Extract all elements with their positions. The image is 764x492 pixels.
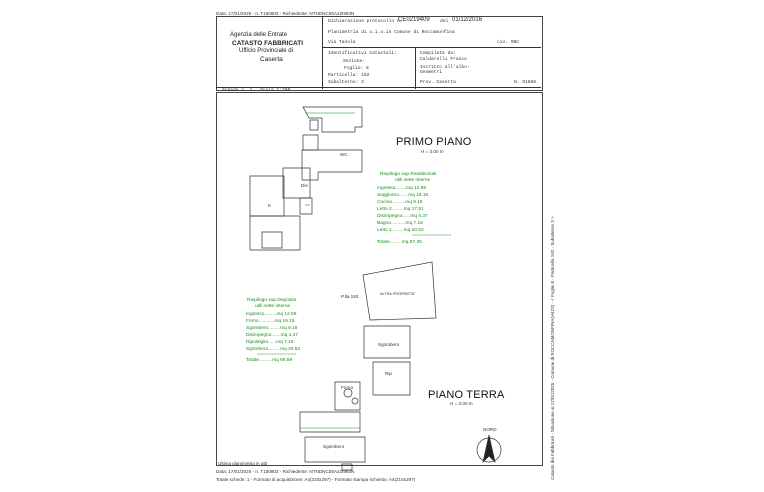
civico: civ. SNC [497, 40, 520, 45]
dep-separator: ============== [257, 352, 297, 357]
ultima-planimetria: Ultima planimetria in atti [218, 461, 268, 466]
agency-name: Agenzia delle Entrate [230, 32, 288, 38]
footer-line-1: Data: 17/01/2025 - n. T150803 - Richiedente: NTNDNC55A22I993N [216, 469, 355, 474]
room-wc: WC [340, 152, 348, 157]
numero-iscrizione: N. 01888 [514, 80, 537, 85]
ufficio-city: Caserta [260, 56, 283, 63]
compilatore: Caldarelli Franco [420, 57, 467, 62]
res-row: Bagno...........mq 7.15 [377, 221, 423, 226]
res-separator: ============== [412, 233, 452, 238]
dep-row: Ingresso.........mq 12.59 [246, 312, 297, 317]
dep-row: Disimpegno.......mq 4.37 [246, 333, 298, 338]
res-summary-subtitle: utili nette interne [395, 178, 431, 183]
room-forno: Forno [341, 385, 354, 390]
room-dis: Dis [301, 183, 308, 188]
dep-row: Forno............mq 16.15 [246, 319, 295, 324]
protocol-date-label: del [440, 19, 449, 24]
address: Via Tavola [328, 40, 356, 45]
protocol-label: Dichiarazione protocollo n. [328, 19, 403, 24]
plan-wc-block [302, 150, 362, 180]
room-rip: Rip [385, 371, 392, 376]
subalterno: Subalterno: 3 [328, 80, 364, 85]
plan-sgombero2-block [305, 437, 365, 462]
plan-k-block [250, 176, 284, 216]
res-row: Letto 2.........mq 17.51 [377, 207, 424, 212]
res-summary-title: Riepilogo sup.Residenziali [380, 172, 437, 177]
dep-row: Sgombero.........mq 20.52 [246, 347, 301, 352]
sezione: Sezione: [343, 59, 366, 64]
room-sgombero: Sgombero [378, 342, 400, 347]
catasto-title: CATASTO FABBRICATI [232, 40, 304, 47]
compilata-label: Compilata da: [420, 51, 456, 56]
room-sgombero-2: Sgombero [323, 444, 345, 449]
scheda-number: Scheda n. 1 [222, 88, 253, 93]
plan-letto-block [250, 216, 300, 250]
dep-row: Sgombero.........mq 9.16 [246, 326, 298, 331]
scala: Scala 1:200 [260, 88, 291, 93]
ufficio-line: Ufficio Provinciale di [239, 48, 293, 54]
plan-top-block [303, 107, 362, 132]
res-row: Cucina..........mq 9.16 [377, 200, 423, 205]
ident-title: Identificativi Catastali: [328, 51, 397, 56]
dep-total: Totale..........mq 69.59 [246, 358, 293, 363]
dep-summary-subtitle: utili nette interne [255, 304, 291, 309]
res-row: Letto 1.........mq 20.52 [377, 228, 424, 233]
foglio: Foglio: 8 [344, 66, 369, 71]
iscritto-label: Iscritto all'albo: [420, 65, 470, 70]
piano-terra-height: H = 3.00 m [450, 401, 473, 406]
res-row: Soggiorno.......mq 16.15 [377, 193, 429, 198]
primo-piano-title: PRIMO PIANO [396, 136, 472, 148]
piano-terra-title: PIANO TERRA [428, 389, 505, 401]
plan-rip-block [373, 362, 410, 395]
north-label: NORD [483, 427, 497, 432]
protocol-date: 01/12/2016 [452, 17, 483, 23]
protocol-number: CE0219409 [398, 17, 430, 23]
res-total: Totale.........mq 87.25 [377, 240, 422, 245]
side-text: Catasto dei Fabbricati - Situazione al 17/01/2025 - Comune di ROCCAMONFINA(H423) - < Foglio 8 - Particella 192 - Subalterno 3 > [550, 216, 555, 480]
dep-summary-title: Riepilogo sup.Deposito [247, 298, 297, 303]
albo: Geometri [420, 70, 443, 75]
particella-193: P.lla 193 [341, 294, 359, 299]
res-row: Ingresso........mq 12.59 [377, 186, 427, 191]
altra-proprieta-label: ALTRA PROPRIETA' [380, 292, 416, 296]
primo-piano-height: H = 3.00 m [421, 149, 444, 154]
particella: Particella: 192 [328, 73, 370, 78]
header-top-line: Data: 17/01/2025 - n. T150803 - Richiedente: NTNDNC55A22I993N [216, 11, 355, 16]
plan-altra-proprieta [363, 262, 436, 320]
res-row: Disimpegno......mq 4.37 [377, 214, 428, 219]
dep-row: Ripostiglio......mq 7.15 [246, 340, 294, 345]
planimetria-line: Planimetria di u.i.u.in Comune di Roccamonfina [328, 30, 455, 35]
footer-line-2: Totale schede: 1 - Formato di acquisizione: A4(210x297) - Formato stampa richiesto: A4(210x297) [216, 477, 416, 482]
provincia: Prov. Caserta [420, 80, 456, 85]
room-k: K [268, 203, 272, 208]
